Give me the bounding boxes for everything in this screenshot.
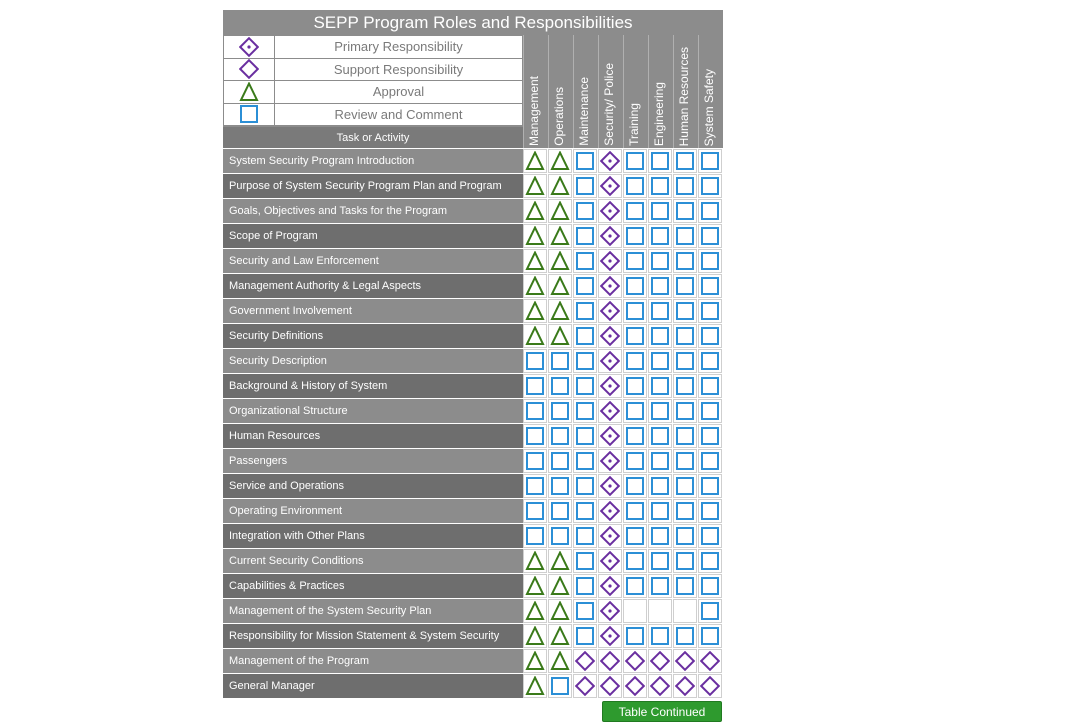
review-comment-icon [573, 374, 597, 398]
roles-matrix [223, 10, 723, 698]
primary-responsibility-icon [598, 424, 622, 448]
review-comment-icon [673, 424, 697, 448]
role-header-label: Human Resources [677, 46, 691, 146]
review-comment-icon [573, 174, 597, 198]
review-comment-icon [673, 324, 697, 348]
review-comment-icon [623, 424, 647, 448]
task-label: Government Involvement [223, 299, 523, 323]
review-comment-icon [698, 149, 722, 173]
approval-icon [548, 599, 572, 623]
task-label: Security and Law Enforcement [223, 249, 523, 273]
task-label: Scope of Program [223, 224, 523, 248]
review-comment-icon [523, 524, 547, 548]
review-comment-icon [698, 399, 722, 423]
primary-responsibility-icon [598, 374, 622, 398]
review-comment-icon [623, 349, 647, 373]
review-comment-icon [623, 624, 647, 648]
primary-responsibility-icon [598, 274, 622, 298]
review-comment-icon [573, 474, 597, 498]
approval-icon [548, 274, 572, 298]
legend-label: Support Responsibility [275, 59, 522, 81]
task-label: Management of the Program [223, 649, 523, 673]
role-header [598, 35, 622, 148]
task-label: Capabilities & Practices [223, 574, 523, 598]
review-comment-icon [673, 349, 697, 373]
review-comment-icon [573, 549, 597, 573]
review-comment-icon [648, 324, 672, 348]
table-row [223, 599, 723, 623]
review-comment-icon [523, 374, 547, 398]
review-comment-icon [623, 274, 647, 298]
table-row [223, 499, 723, 523]
review-comment-icon [698, 349, 722, 373]
primary-responsibility-icon [598, 149, 622, 173]
review-comment-icon [648, 474, 672, 498]
role-headers [523, 35, 723, 148]
task-label: Background & History of System [223, 374, 523, 398]
task-label: General Manager [223, 674, 523, 698]
review-comment-icon [673, 174, 697, 198]
task-label: Security Description [223, 349, 523, 373]
review-comment-icon [673, 474, 697, 498]
legend-label: Approval [275, 81, 522, 103]
review-comment-icon [573, 399, 597, 423]
review-comment-icon [698, 424, 722, 448]
task-label: Security Definitions [223, 324, 523, 348]
task-label: Responsibility for Mission Statement & System Security [223, 624, 523, 648]
support-responsibility-icon [224, 59, 274, 81]
approval-icon [548, 549, 572, 573]
task-label: System Security Program Introduction [223, 149, 523, 173]
review-comment-icon [573, 274, 597, 298]
role-header-label: Engineering [652, 81, 666, 146]
legend-row [224, 81, 522, 103]
approval-icon [548, 624, 572, 648]
primary-responsibility-icon [598, 599, 622, 623]
table-row [223, 149, 723, 173]
primary-responsibility-icon [598, 299, 622, 323]
review-comment-icon [648, 199, 672, 223]
review-comment-icon [698, 374, 722, 398]
review-comment-icon [673, 249, 697, 273]
table-row [223, 674, 723, 698]
approval-icon [224, 81, 274, 103]
review-comment-icon [673, 499, 697, 523]
table-row [223, 574, 723, 598]
review-comment-icon [648, 424, 672, 448]
approval-icon [523, 274, 547, 298]
support-responsibility-icon [698, 674, 722, 698]
review-comment-icon [573, 224, 597, 248]
review-comment-icon [573, 249, 597, 273]
review-comment-icon [623, 249, 647, 273]
review-comment-icon [573, 349, 597, 373]
table-row [223, 624, 723, 648]
review-comment-icon [573, 324, 597, 348]
review-comment-icon [648, 249, 672, 273]
table-row [223, 524, 723, 548]
primary-responsibility-icon [598, 574, 622, 598]
role-header-label: Training [627, 103, 641, 146]
review-comment-icon [573, 574, 597, 598]
support-responsibility-icon [598, 674, 622, 698]
review-comment-icon [573, 424, 597, 448]
role-header [673, 35, 697, 148]
role-header [548, 35, 572, 148]
table-row [223, 224, 723, 248]
support-responsibility-icon [698, 649, 722, 673]
matrix-header [223, 35, 723, 148]
support-responsibility-icon [598, 649, 622, 673]
legend-row [224, 59, 522, 81]
task-column-header: Task or Activity [223, 127, 523, 148]
review-comment-icon [648, 399, 672, 423]
primary-responsibility-icon [598, 224, 622, 248]
review-comment-icon [648, 499, 672, 523]
review-comment-icon [623, 449, 647, 473]
approval-icon [523, 299, 547, 323]
review-comment-icon [224, 104, 274, 126]
approval-icon [548, 574, 572, 598]
empty-cell [648, 599, 672, 623]
review-comment-icon [548, 349, 572, 373]
review-comment-icon [648, 449, 672, 473]
review-comment-icon [698, 249, 722, 273]
review-comment-icon [623, 174, 647, 198]
role-header-label: Management [527, 75, 541, 146]
approval-icon [523, 649, 547, 673]
review-comment-icon [548, 524, 572, 548]
review-comment-icon [548, 424, 572, 448]
review-comment-icon [623, 399, 647, 423]
role-header [698, 35, 722, 148]
role-header-label: Security/ Police [602, 63, 616, 146]
review-comment-icon [573, 599, 597, 623]
table-row [223, 449, 723, 473]
review-comment-icon [573, 449, 597, 473]
review-comment-icon [573, 149, 597, 173]
review-comment-icon [623, 574, 647, 598]
primary-responsibility-icon [598, 524, 622, 548]
approval-icon [523, 599, 547, 623]
approval-icon [548, 249, 572, 273]
review-comment-icon [673, 399, 697, 423]
review-comment-icon [673, 224, 697, 248]
approval-icon [548, 224, 572, 248]
review-comment-icon [623, 374, 647, 398]
approval-icon [523, 324, 547, 348]
review-comment-icon [523, 474, 547, 498]
role-header-label: Maintenance [577, 77, 591, 146]
role-header [573, 35, 597, 148]
review-comment-icon [648, 574, 672, 598]
review-comment-icon [548, 399, 572, 423]
primary-responsibility-icon [598, 324, 622, 348]
legend-row [224, 36, 522, 58]
review-comment-icon [623, 324, 647, 348]
review-comment-icon [648, 174, 672, 198]
role-header-label: System Safety [702, 68, 716, 146]
table-row [223, 424, 723, 448]
role-header [648, 35, 672, 148]
approval-icon [523, 549, 547, 573]
primary-responsibility-icon [598, 499, 622, 523]
review-comment-icon [698, 449, 722, 473]
review-comment-icon [573, 624, 597, 648]
role-header [523, 35, 547, 148]
review-comment-icon [623, 149, 647, 173]
task-label: Organizational Structure [223, 399, 523, 423]
table-row [223, 324, 723, 348]
table-row [223, 349, 723, 373]
review-comment-icon [648, 374, 672, 398]
task-label: Human Resources [223, 424, 523, 448]
legend-label: Primary Responsibility [275, 36, 522, 58]
support-responsibility-icon [648, 649, 672, 673]
legend-row [224, 104, 522, 126]
approval-icon [523, 224, 547, 248]
review-comment-icon [523, 349, 547, 373]
review-comment-icon [698, 524, 722, 548]
review-comment-icon [523, 449, 547, 473]
review-comment-icon [698, 174, 722, 198]
review-comment-icon [698, 499, 722, 523]
primary-responsibility-icon [598, 549, 622, 573]
review-comment-icon [698, 574, 722, 598]
table-row [223, 374, 723, 398]
table-row [223, 399, 723, 423]
matrix-title: SEPP Program Roles and Responsibilities [223, 10, 723, 35]
approval-icon [548, 149, 572, 173]
table-row [223, 249, 723, 273]
review-comment-icon [698, 324, 722, 348]
approval-icon [523, 574, 547, 598]
task-label: Service and Operations [223, 474, 523, 498]
support-responsibility-icon [573, 649, 597, 673]
approval-icon [523, 199, 547, 223]
review-comment-icon [648, 549, 672, 573]
primary-responsibility-icon [598, 249, 622, 273]
primary-responsibility-icon [598, 199, 622, 223]
task-label: Passengers [223, 449, 523, 473]
review-comment-icon [698, 474, 722, 498]
review-comment-icon [673, 299, 697, 323]
approval-icon [548, 299, 572, 323]
review-comment-icon [648, 224, 672, 248]
review-comment-icon [573, 524, 597, 548]
legend-label: Review and Comment [275, 104, 522, 126]
primary-responsibility-icon [598, 349, 622, 373]
review-comment-icon [548, 499, 572, 523]
table-continued-button[interactable]: Table Continued [602, 701, 722, 722]
matrix-body [223, 149, 723, 698]
review-comment-icon [648, 299, 672, 323]
primary-responsibility-icon [598, 399, 622, 423]
review-comment-icon [698, 299, 722, 323]
review-comment-icon [648, 349, 672, 373]
review-comment-icon [698, 274, 722, 298]
review-comment-icon [548, 674, 572, 698]
review-comment-icon [623, 224, 647, 248]
review-comment-icon [623, 474, 647, 498]
approval-icon [548, 649, 572, 673]
table-row [223, 299, 723, 323]
approval-icon [548, 199, 572, 223]
review-comment-icon [623, 299, 647, 323]
table-row [223, 549, 723, 573]
review-comment-icon [548, 474, 572, 498]
task-label: Purpose of System Security Program Plan and Program [223, 174, 523, 198]
task-label: Operating Environment [223, 499, 523, 523]
review-comment-icon [573, 299, 597, 323]
empty-cell [623, 599, 647, 623]
table-row [223, 474, 723, 498]
approval-icon [523, 174, 547, 198]
review-comment-icon [698, 224, 722, 248]
review-comment-icon [573, 499, 597, 523]
approval-icon [548, 174, 572, 198]
task-label: Integration with Other Plans [223, 524, 523, 548]
review-comment-icon [673, 149, 697, 173]
primary-responsibility-icon [598, 449, 622, 473]
table-row [223, 199, 723, 223]
review-comment-icon [698, 199, 722, 223]
support-responsibility-icon [648, 674, 672, 698]
role-header [623, 35, 647, 148]
support-responsibility-icon [573, 674, 597, 698]
review-comment-icon [698, 599, 722, 623]
support-responsibility-icon [623, 649, 647, 673]
review-comment-icon [623, 549, 647, 573]
review-comment-icon [673, 624, 697, 648]
review-comment-icon [623, 524, 647, 548]
primary-responsibility-icon [598, 174, 622, 198]
role-header-label: Operations [552, 87, 566, 146]
review-comment-icon [548, 449, 572, 473]
review-comment-icon [673, 549, 697, 573]
table-row [223, 649, 723, 673]
approval-icon [523, 624, 547, 648]
review-comment-icon [673, 574, 697, 598]
approval-icon [523, 674, 547, 698]
support-responsibility-icon [623, 674, 647, 698]
primary-responsibility-icon [598, 624, 622, 648]
review-comment-icon [523, 499, 547, 523]
task-label: Goals, Objectives and Tasks for the Program [223, 199, 523, 223]
review-comment-icon [648, 274, 672, 298]
support-responsibility-icon [673, 649, 697, 673]
review-comment-icon [698, 549, 722, 573]
review-comment-icon [673, 274, 697, 298]
review-comment-icon [648, 624, 672, 648]
review-comment-icon [523, 399, 547, 423]
legend [224, 36, 522, 126]
approval-icon [523, 249, 547, 273]
review-comment-icon [648, 149, 672, 173]
task-label: Management Authority & Legal Aspects [223, 274, 523, 298]
table-row [223, 274, 723, 298]
review-comment-icon [573, 199, 597, 223]
approval-icon [523, 149, 547, 173]
approval-icon [548, 324, 572, 348]
review-comment-icon [548, 374, 572, 398]
review-comment-icon [648, 524, 672, 548]
review-comment-icon [698, 624, 722, 648]
review-comment-icon [673, 449, 697, 473]
review-comment-icon [673, 374, 697, 398]
table-row [223, 174, 723, 198]
task-label: Management of the System Security Plan [223, 599, 523, 623]
task-label: Current Security Conditions [223, 549, 523, 573]
review-comment-icon [673, 199, 697, 223]
primary-responsibility-icon [598, 474, 622, 498]
empty-cell [673, 599, 697, 623]
review-comment-icon [523, 424, 547, 448]
review-comment-icon [623, 499, 647, 523]
primary-responsibility-icon [224, 36, 274, 58]
review-comment-icon [623, 199, 647, 223]
support-responsibility-icon [673, 674, 697, 698]
review-comment-icon [673, 524, 697, 548]
